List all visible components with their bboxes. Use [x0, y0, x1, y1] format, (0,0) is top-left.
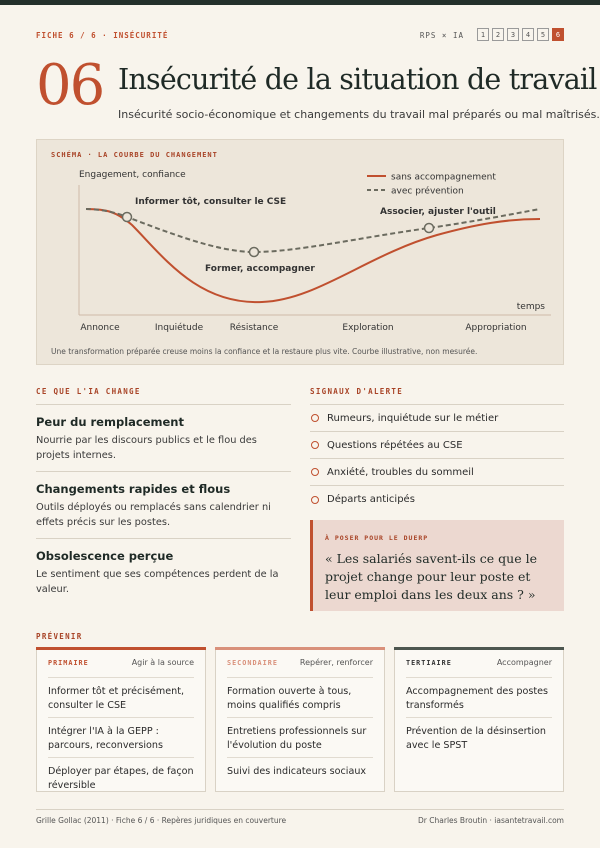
card-item: Suivi des indicateurs sociaux: [227, 766, 367, 777]
schema-label: SCHÉMA · LA COURBE DU CHANGEMENT: [51, 151, 218, 159]
page-number: 2: [492, 28, 504, 41]
card-item: Accompagnement des postes transformés: [406, 678, 552, 718]
card-item: Déployer par étapes, de façon réversible: [48, 766, 194, 791]
duerp-callout: [310, 520, 564, 611]
card-accent-bar: [36, 647, 206, 650]
prevent-section-label: PRÉVENIR: [36, 632, 83, 641]
change-item: [36, 472, 291, 539]
change-desc: Nourrie par les discours publics et le flou des projets internes.: [36, 435, 257, 461]
phase-label: Appropriation: [465, 323, 527, 333]
change-desc: Le sentiment que ses compétences perdent de la valeur.: [36, 569, 279, 595]
page-footer: [36, 809, 564, 825]
card-item: Prévention de la désinsertion avec le SPST: [406, 726, 546, 751]
change-title: Obsolescence perçue: [36, 549, 174, 563]
alert-item: [310, 459, 564, 486]
schema-caption: Une transformation préparée creuse moins la confiance et la restaure plus vite. Courbe illustrative, non mesurée.: [51, 347, 478, 356]
legend-with: avec prévention: [391, 186, 464, 197]
page-subtitle: Insécurité socio-économique et changements du travail mal préparés ou mal maîtrisés.: [118, 108, 600, 121]
card-kind: TERTIAIRE: [406, 658, 452, 667]
duerp-label: À POSER POUR LE DUERP: [325, 534, 429, 542]
bullet-circle-icon: [311, 468, 319, 476]
card-tag: Agir à la source: [131, 658, 194, 667]
legend-without: sans accompagnement: [391, 172, 496, 183]
bullet-circle-icon: [311, 441, 319, 449]
card-header: [406, 648, 552, 678]
change-item: [36, 405, 291, 472]
page-header: [36, 30, 564, 44]
alert-text: Départs anticipés: [327, 494, 415, 505]
change-desc: Outils déployés ou remplacés sans calendrier ni effets précis sur les postes.: [36, 502, 271, 528]
top-bar: [0, 0, 600, 5]
bullet-circle-icon: [311, 414, 319, 422]
card-tag: Repérer, renforcer: [299, 658, 373, 667]
card-item: Informer tôt et précisément, consulter le CSE: [48, 678, 194, 718]
card-secondary: [215, 647, 385, 792]
alert-text: Rumeurs, inquiétude sur le métier: [327, 412, 499, 424]
card-kind: SECONDAIRE: [227, 658, 278, 667]
page-number: 6: [552, 28, 564, 41]
card-accent-bar: [394, 647, 564, 650]
page-number: 3: [507, 28, 519, 41]
fiche-number: 06: [36, 53, 104, 118]
series-label: RPS × IA: [419, 31, 464, 40]
section-label: CE QUE L'IA CHANGE: [36, 387, 291, 405]
annotation-adjust: Associer, ajuster l'outil: [380, 207, 496, 217]
page-number: 5: [537, 28, 549, 41]
card-tertiary: [394, 647, 564, 792]
annotation-train: Former, accompagner: [205, 264, 315, 274]
card-header: [227, 648, 373, 678]
footer-left: Grille Gollac (2011) · Fiche 6 / 6 · Repères juridiques en couverture: [36, 816, 287, 825]
change-curve-svg: [37, 140, 565, 366]
bullet-circle-icon: [311, 496, 319, 504]
page-number: 1: [477, 28, 489, 41]
page-number: 4: [522, 28, 534, 41]
alert-item: [310, 486, 564, 513]
card-tag: Accompagner: [496, 658, 552, 667]
section-label: SIGNAUX D'ALERTE: [310, 387, 564, 405]
fiche-label: FICHE 6 / 6 · INSÉCURITÉ: [36, 31, 169, 40]
milestone-marker-2: [250, 248, 259, 257]
milestone-marker-1: [123, 213, 132, 222]
phase-label: Inquiétude: [154, 323, 204, 333]
alert-item: [310, 432, 564, 459]
change-curve-diagram: [36, 139, 564, 365]
page-pager: [477, 28, 564, 41]
card-item: Formation ouverte à tous, moins qualifiés compris: [227, 678, 373, 718]
milestone-marker-3: [425, 224, 434, 233]
curve-without-support: [86, 209, 540, 302]
ai-changes-section: [36, 387, 291, 605]
alert-signals-section: [310, 387, 564, 513]
card-kind: PRIMAIRE: [48, 658, 89, 667]
change-title: Changements rapides et flous: [36, 482, 231, 496]
annotation-inform: Informer tôt, consulter le CSE: [135, 197, 287, 207]
x-axis-label: temps: [516, 302, 545, 312]
duerp-question: « Les salariés savent-ils ce que le projet change pour leur poste et leur emploi dans les deux ans ? »: [325, 551, 537, 602]
alert-item: [310, 405, 564, 432]
phase-label: Résistance: [229, 323, 279, 333]
alert-text: Anxiété, troubles du sommeil: [327, 466, 474, 478]
prevention-cards: [36, 647, 564, 792]
footer-right: Dr Charles Broutin · iasantetravail.com: [418, 816, 564, 825]
card-item: Intégrer l'IA à la GEPP : parcours, reconversions: [48, 718, 194, 758]
phase-label: Exploration: [342, 323, 394, 333]
y-axis-label: Engagement, confiance: [79, 170, 186, 180]
card-item: Entretiens professionnels sur l'évolution du poste: [227, 718, 373, 758]
alert-text: Questions répétées au CSE: [327, 439, 463, 451]
card-header: [48, 648, 194, 678]
change-title: Peur du remplacement: [36, 415, 184, 429]
card-accent-bar: [215, 647, 385, 650]
card-primary: [36, 647, 206, 792]
phase-label: Annonce: [80, 323, 120, 333]
page-title: Insécurité de la situation de travail: [118, 63, 597, 96]
change-item: [36, 539, 291, 605]
